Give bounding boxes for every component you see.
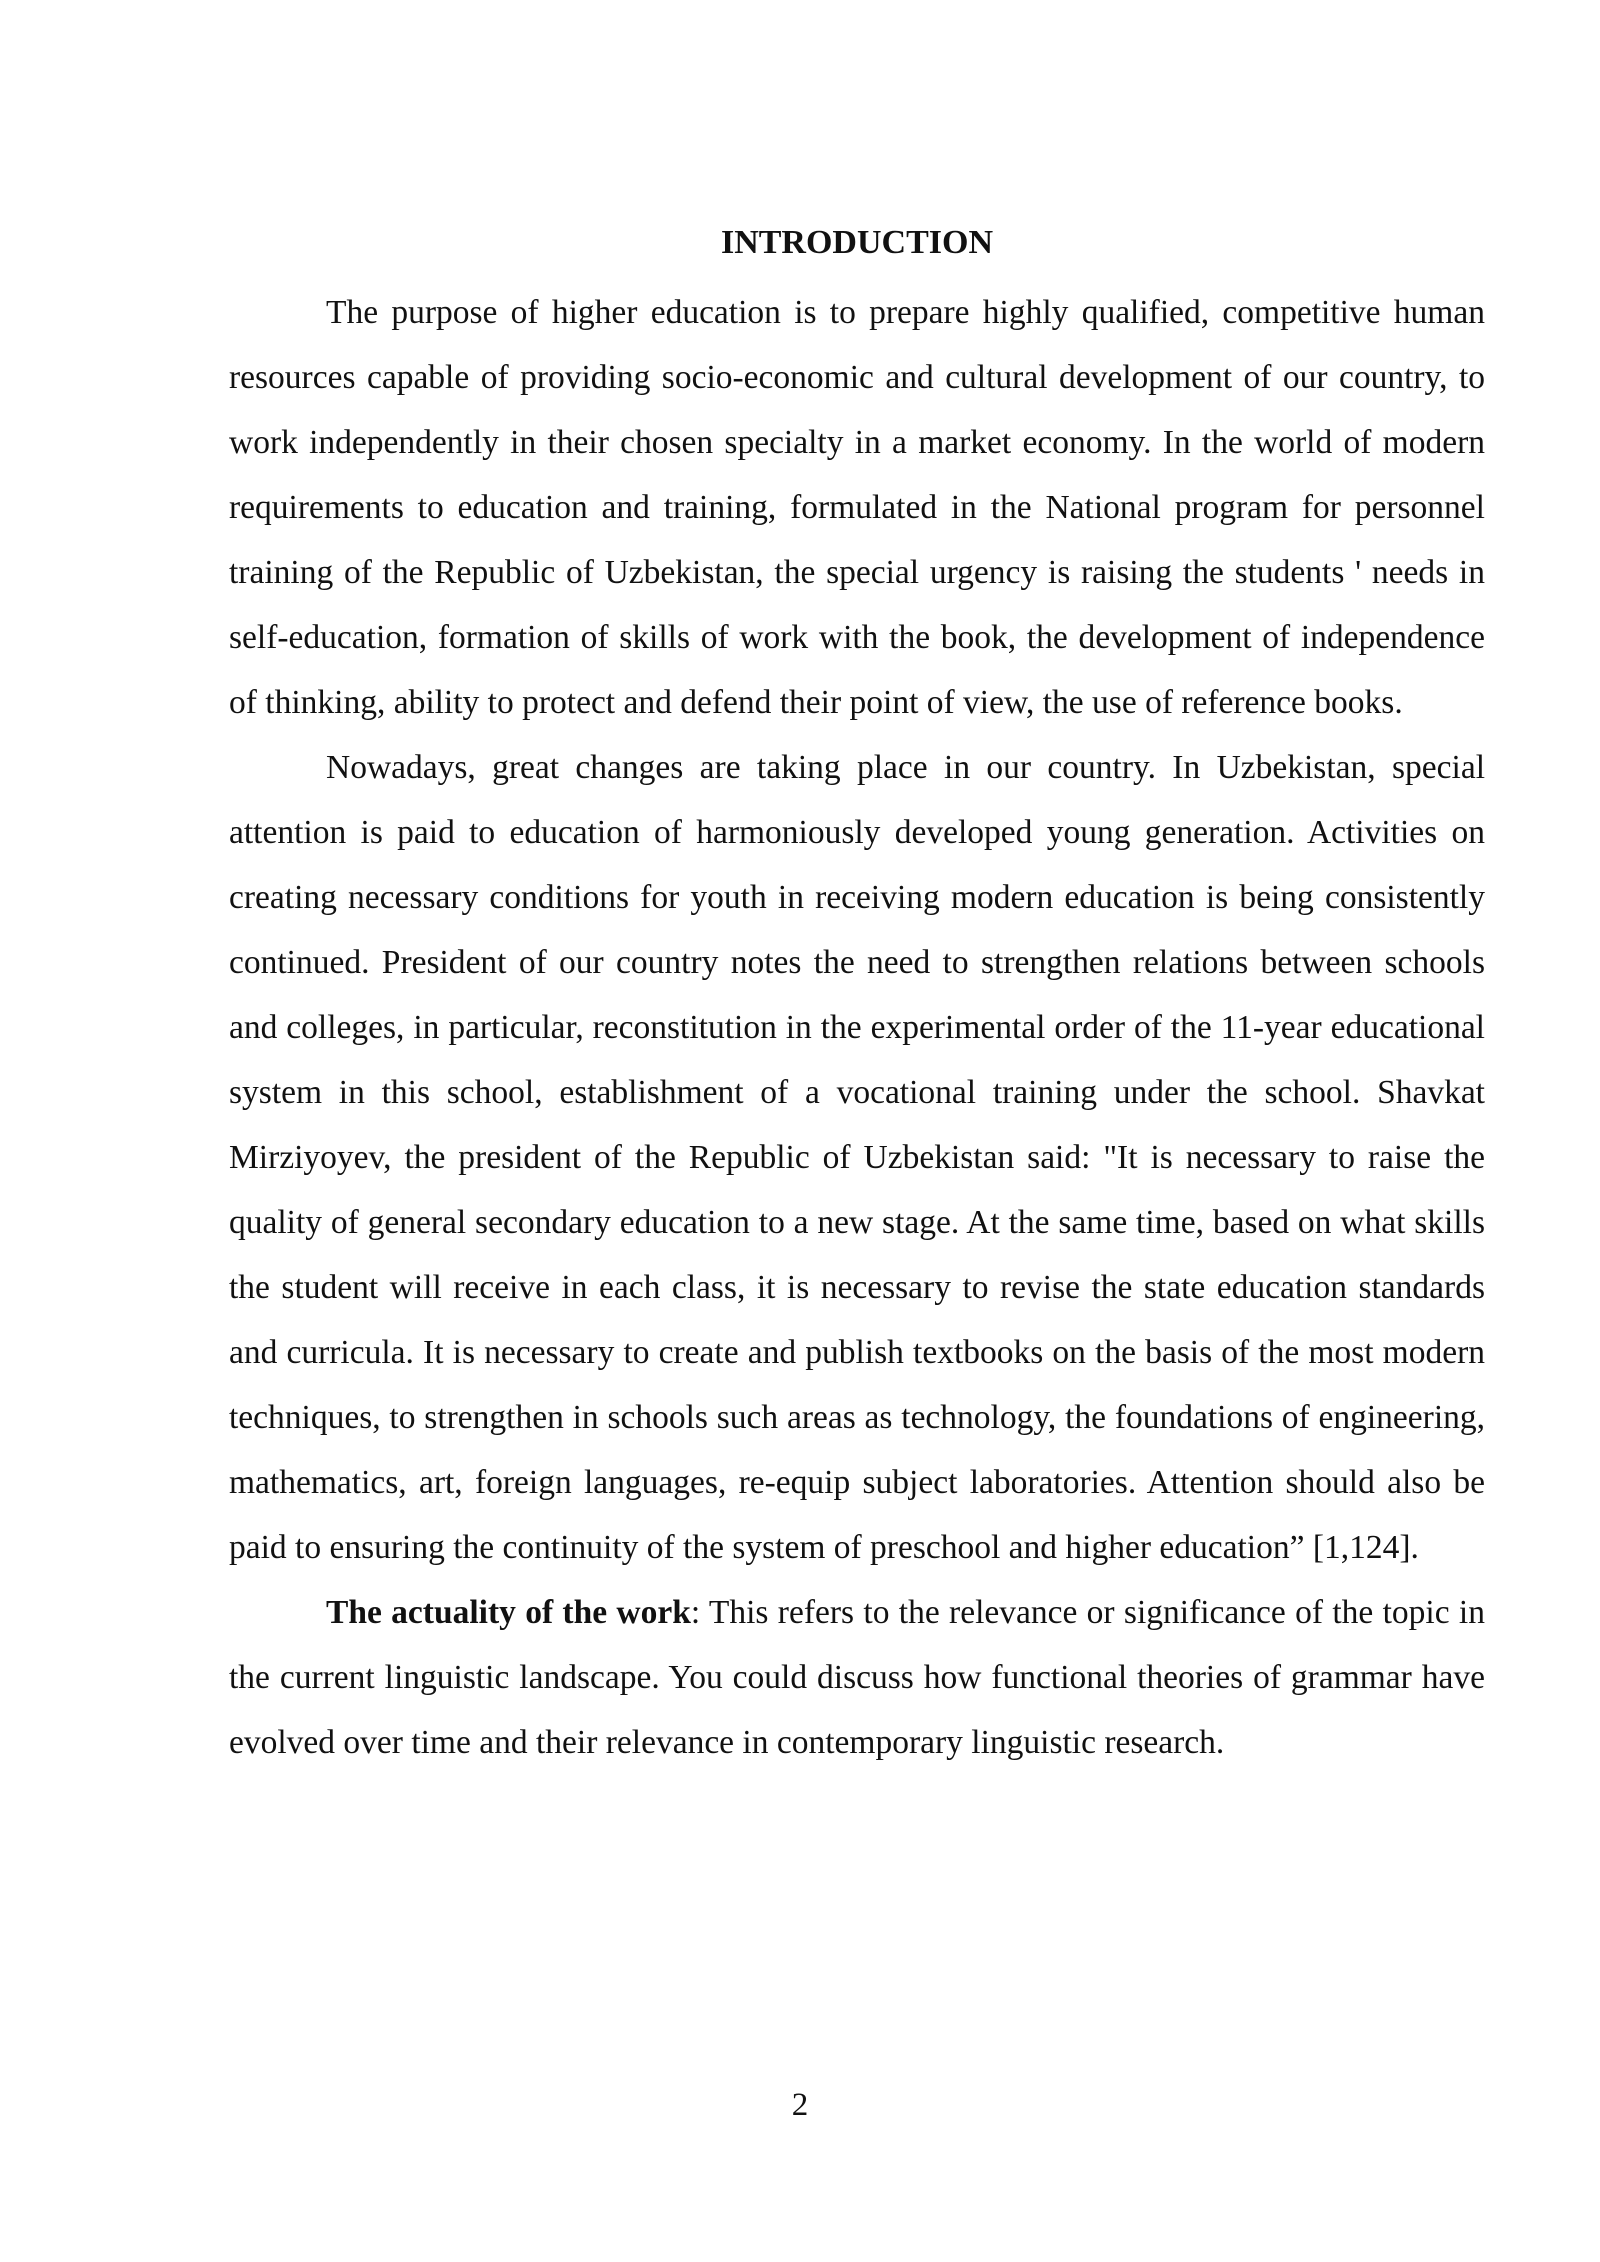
document-page xyxy=(229,215,1485,1775)
actuality-text: : This refers to the relevance or significance of the topic in the current linguistic landscape. You could discuss how functional theories of grammar have evolved over time and their relevance in contemporary linguistic research. xyxy=(229,1594,1485,1761)
actuality-bold-lead: The actuality of the work xyxy=(326,1594,691,1631)
section-heading: INTRODUCTION xyxy=(720,224,994,261)
paragraph-actuality xyxy=(229,1580,1485,1775)
page-number: 2 xyxy=(791,2087,809,2123)
paragraph-purpose: The purpose of higher education is to prepare highly qualified, competitive human resources capable of providing socio-economic and cultural development of our country, to work independently in their chosen specialty in a market economy. In the world of modern requirements to education and training, formulated in the National program for personnel training of the Republic of Uzbekistan, the special urgency is raising the students ' needs in self-education, formation of skills of work with the book, the development of independence of thinking, ability to protect and defend their point of view, the use of reference books. xyxy=(229,294,1485,721)
paragraph-nowadays: Nowadays, great changes are taking place in our country. In Uzbekistan, special attention is paid to education of harmoniously developed young generation. Activities on creating necessary conditions for youth in receiving modern education is being consistently continued. President of our country notes the need to strengthen relations between schools and colleges, in particular, reconstitution in the experimental order of the 11-year educational system in this school, establishment of a vocational training under the school. Shavkat Mirziyoyev, the president of the Republic of Uzbekistan said: "It is necessary to raise the quality of general secondary education to a new stage. At the same time, based on what skills the student will receive in each class, it is necessary to revise the state education standards and curricula. It is necessary to create and publish textbooks on the basis of the most modern techniques, to strengthen in schools such areas as technology, the foundations of engineering, mathematics, art, foreign languages, re-equip subject laboratories. Attention should also be paid to ensuring the continuity of the system of preschool and higher education” [1,124]. xyxy=(229,749,1485,1566)
